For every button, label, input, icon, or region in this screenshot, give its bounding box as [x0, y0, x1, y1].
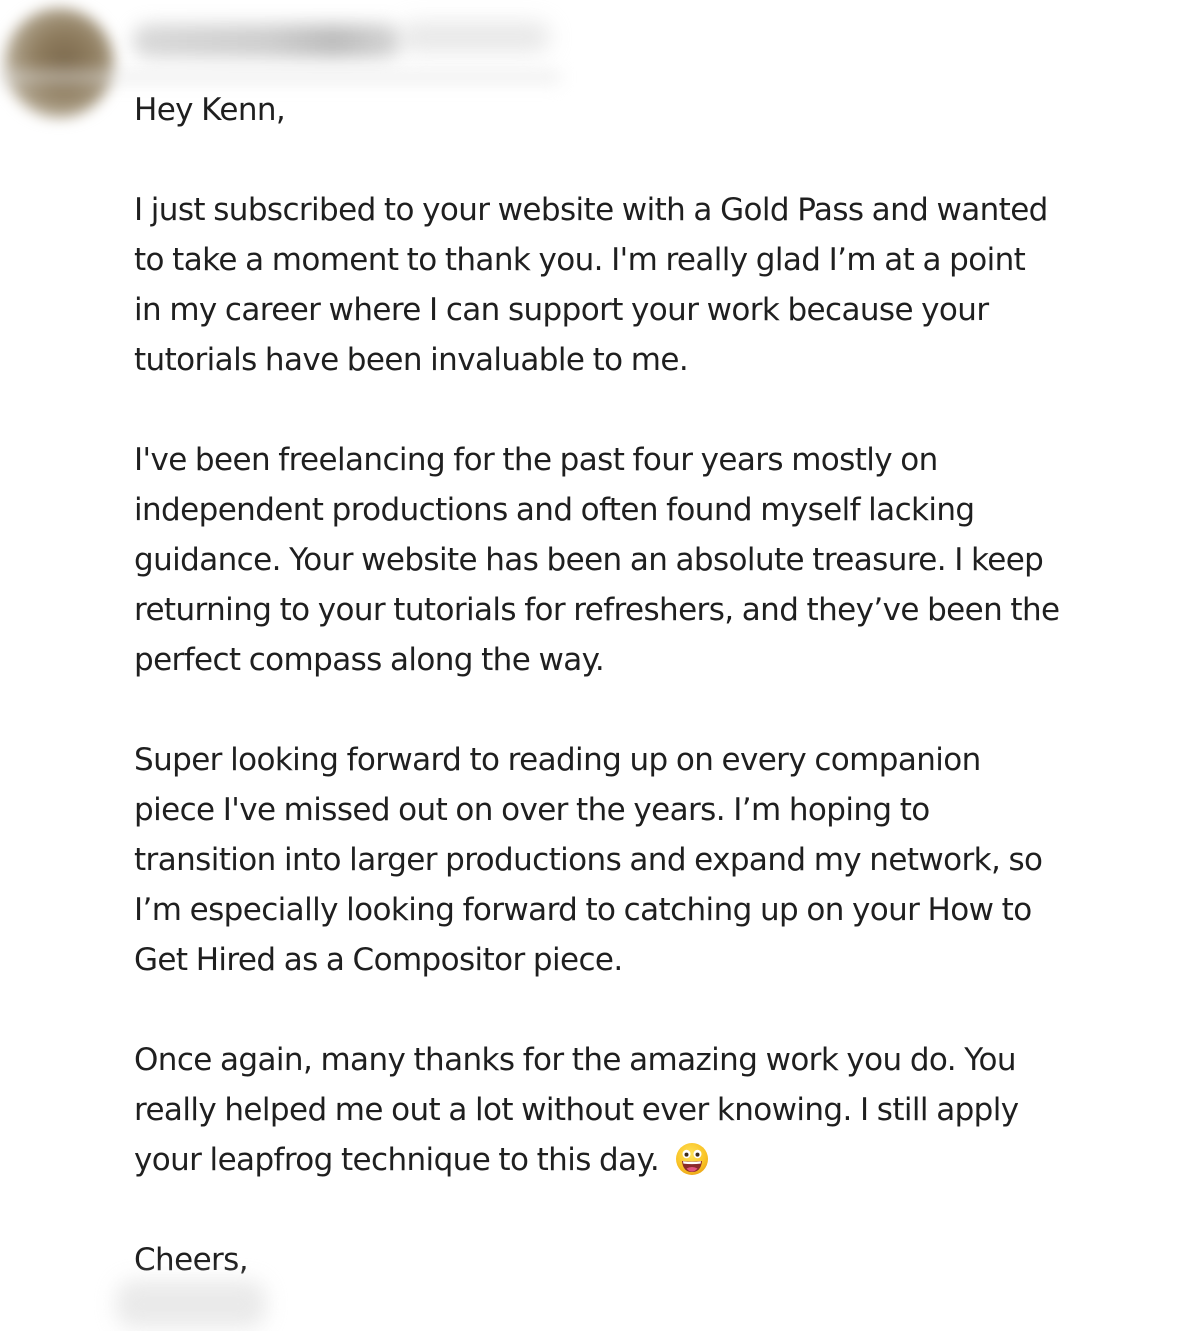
sender-name-redacted — [132, 24, 402, 58]
sender-avatar[interactable] — [4, 8, 114, 118]
paragraph-line: independent productions and often found myself lacking — [134, 492, 975, 528]
paragraph-line: I’m especially looking forward to catching up on your How to — [134, 892, 1032, 928]
paragraph-gap — [134, 1185, 1134, 1235]
paragraph-4 — [134, 1035, 1134, 1185]
paragraph-gap — [134, 685, 1134, 735]
paragraph-3 — [134, 735, 1134, 985]
sender-meta-redacted — [400, 22, 550, 52]
paragraph-gap — [134, 135, 1134, 185]
paragraph-line: I just subscribed to your website with a Gold Pass and wanted — [134, 192, 1048, 228]
paragraph-gap — [134, 385, 1134, 435]
email-greeting: Hey Kenn, — [134, 92, 286, 128]
paragraph-line: to take a moment to thank you. I'm really glad I’m at a point — [134, 242, 1026, 278]
paragraph-line: Once again, many thanks for the amazing work you do. You — [134, 1042, 1016, 1078]
grinning-face-emoji-icon — [675, 1141, 709, 1191]
paragraph-line: Super looking forward to reading up on every companion — [134, 742, 981, 778]
paragraph-line: really helped me out a lot without ever knowing. I still apply — [134, 1092, 1019, 1128]
paragraph-1 — [134, 185, 1134, 385]
signature-redacted — [116, 1280, 266, 1328]
paragraph-line-with-emoji — [134, 1135, 1134, 1185]
paragraph-gap — [134, 985, 1134, 1035]
paragraph-2 — [134, 435, 1134, 685]
header-divider-redacted — [0, 70, 560, 84]
paragraph-line: in my career where I can support your work because your — [134, 292, 989, 328]
email-closing: Cheers, — [134, 1242, 248, 1278]
paragraph-line: perfect compass along the way. — [134, 642, 605, 678]
paragraph-line: returning to your tutorials for refreshers, and they’ve been the — [134, 592, 1060, 628]
paragraph-line: tutorials have been invaluable to me. — [134, 342, 689, 378]
paragraph-line: Get Hired as a Compositor piece. — [134, 942, 623, 978]
email-header — [0, 0, 1200, 92]
paragraph-line: guidance. Your website has been an absolute treasure. I keep — [134, 542, 1044, 578]
paragraph-line: transition into larger productions and expand my network, so — [134, 842, 1043, 878]
email-body — [134, 85, 1134, 1285]
paragraph-line: I've been freelancing for the past four years mostly on — [134, 442, 938, 478]
paragraph-line-text: your leapfrog technique to this day. — [134, 1142, 660, 1178]
paragraph-line: piece I've missed out on over the years. I’m hoping to — [134, 792, 930, 828]
